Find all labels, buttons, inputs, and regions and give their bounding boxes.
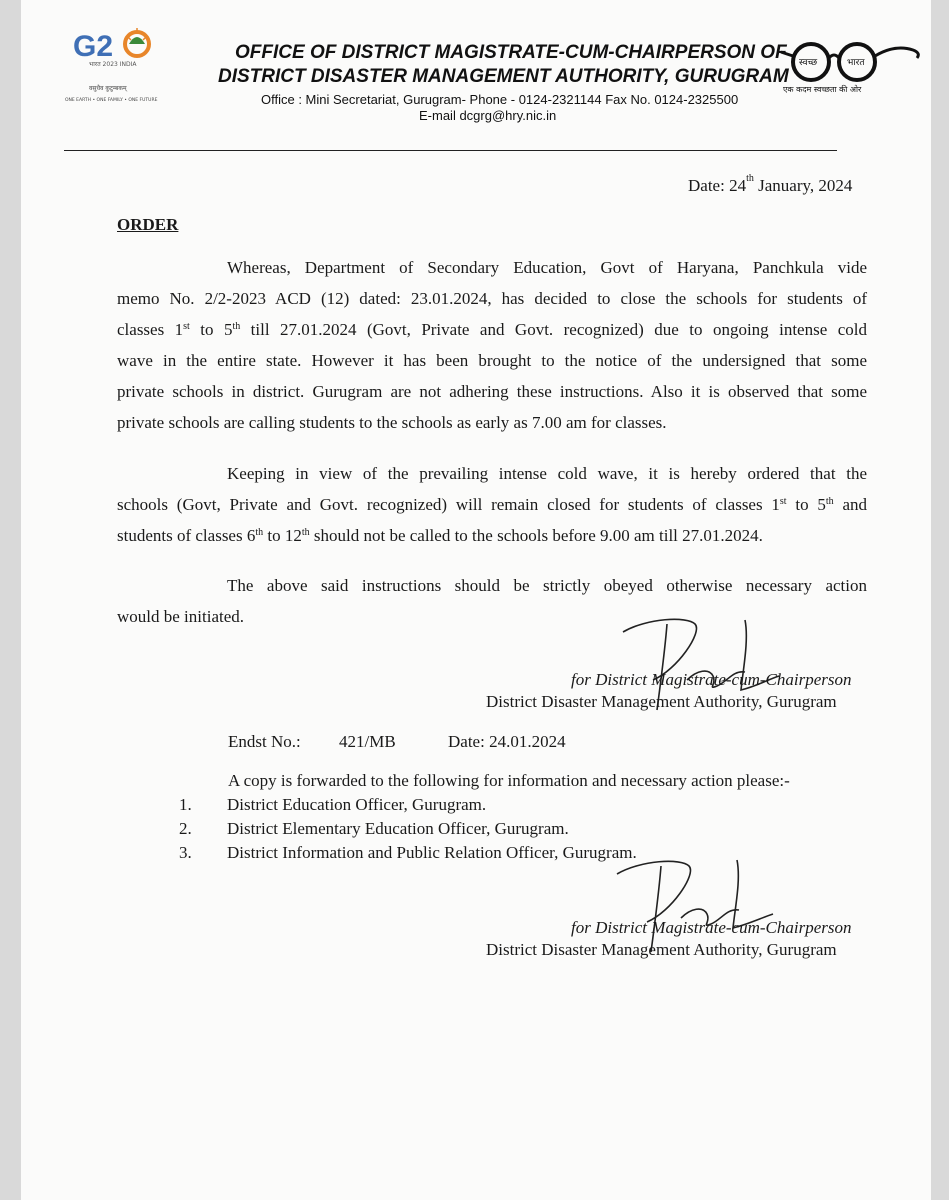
para3-line1: The above said instructions should be strictly obeyed otherwise necessary action — [227, 576, 867, 595]
para2-line2: schools (Govt, Private and Govt. recognized) will remain closed for students of classes 1st to 5th and — [117, 495, 867, 514]
svg-text:G2: G2 — [73, 30, 114, 63]
g20-motto-hindi: वसुधैव कुटुम्बकम् — [89, 85, 127, 92]
signature1-line1: for District Magistrate-cum-Chairperson — [571, 670, 852, 689]
swachh-tagline: एक कदम स्वच्छता की ओर — [783, 85, 862, 94]
signature2-line1: for District Magistrate-cum-Chairperson — [571, 918, 852, 937]
bharat-word: भारत — [847, 58, 865, 68]
endst-label: Endst No.: — [228, 732, 301, 751]
signature1-line2: District Disaster Management Authority, Gurugram — [486, 692, 837, 711]
endst-number: 421/MB — [339, 732, 396, 751]
office-contact-line: Office : Mini Secretariat, Gurugram- Phone - 0124-2321144 Fax No. 0124-2325500 — [261, 92, 739, 107]
order-paragraph-1 — [117, 252, 867, 438]
document-page — [21, 0, 931, 1200]
order-date: Date: 24th January, 2024 — [688, 173, 853, 195]
list-item: 3. District Information and Public Relation Officer, Gurugram. — [179, 843, 637, 862]
signature2-line2: District Disaster Management Authority, Gurugram — [486, 940, 837, 959]
g20-hindi-caption: भारत 2023 INDIA — [89, 61, 137, 68]
order-heading: ORDER — [117, 215, 179, 234]
endst-date: Date: 24.01.2024 — [448, 732, 566, 751]
g20-logo — [65, 22, 169, 108]
office-title-line1: OFFICE OF DISTRICT MAGISTRATE-CUM-CHAIRPERSON OF — [235, 42, 787, 63]
list-item: 1. District Education Officer, Gurugram. — [179, 795, 487, 814]
g20-motto: ONE EARTH • ONE FAMILY • ONE FUTURE — [65, 98, 158, 103]
office-email-line: E-mail dcgrg@hry.nic.in — [419, 108, 557, 123]
header-divider — [64, 150, 837, 151]
para1-line1: Whereas, Department of Secondary Education, Govt of Haryana, Panchkula vide — [227, 258, 867, 277]
para1-line2: memo No. 2/2-2023 ACD (12) dated: 23.01.2024, has decided to close the schools for students of — [117, 289, 867, 308]
para2-line1: Keeping in view of the prevailing intense cold wave, it is hereby ordered that the — [227, 464, 867, 483]
recipient-list — [179, 793, 637, 865]
para1-line5: private schools in district. Gurugram are not adhering these instructions. Also it is observed that some — [117, 382, 867, 401]
swachh-bharat-logo — [777, 38, 927, 96]
para1-line6: private schools are calling students to the schools as early as 7.00 am for classes. — [117, 413, 667, 432]
swachh-word: स्वच्छ — [799, 58, 818, 68]
list-item: 2. District Elementary Education Officer, Gurugram. — [179, 819, 569, 838]
order-paragraph-2 — [117, 458, 867, 551]
para2-line3: students of classes 6th to 12th should not be called to the schools before 9.00 am till 27.01.2024. — [117, 526, 763, 545]
para1-line3: classes 1st to 5th till 27.01.2024 (Govt, Private and Govt. recognized) due to ongoing intense cold — [117, 320, 867, 339]
para3-line2: would be initiated. — [117, 607, 245, 626]
copy-forward-intro: A copy is forwarded to the following for information and necessary action please:- — [228, 771, 790, 790]
para1-line4: wave in the entire state. However it has been brought to the notice of the undersigned that some — [117, 351, 867, 370]
office-title-line2: DISTRICT DISASTER MANAGEMENT AUTHORITY, GURUGRAM — [218, 66, 789, 87]
